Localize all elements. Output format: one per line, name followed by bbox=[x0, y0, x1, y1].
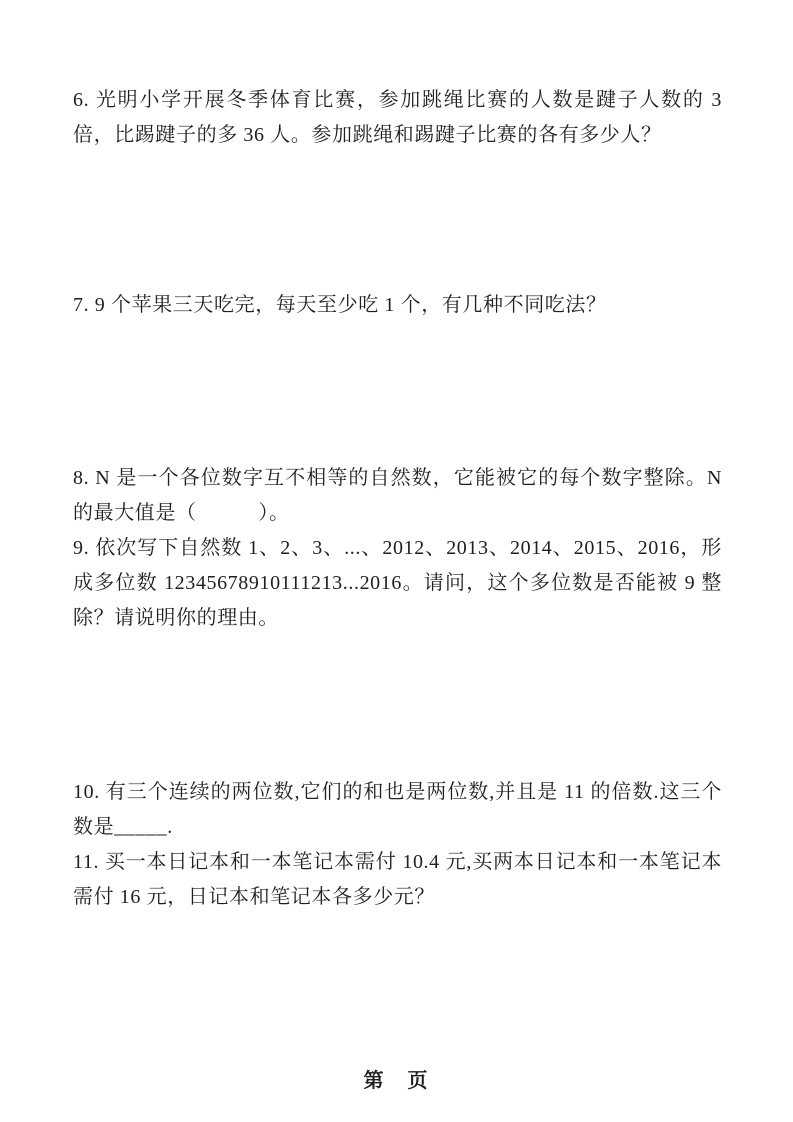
problems-list bbox=[73, 83, 722, 915]
page-footer-label: 第 页 bbox=[363, 1070, 430, 1092]
page-footer bbox=[0, 1068, 793, 1094]
problem-8: 8. N 是一个各位数字互不相等的自然数，它能被它的每个数字整除。N 的最大值是（ ）。 bbox=[73, 467, 722, 524]
problem-10: 10. 有三个连续的两位数,它们的和也是两位数,并且是 11 的倍数.这三个数是_____. bbox=[73, 781, 722, 838]
problem-9: 9. 依次写下自然数 1、2、3、...、2012、2013、2014、2015、2016，形成多位数 12345678910111213...2016。请问，这个多位数是否能被 9 整除？请说明你的理由。 bbox=[73, 537, 722, 629]
problem-6: 6. 光明小学开展冬季体育比赛，参加跳绳比赛的人数是踺子人数的 3 倍，比踢踺子的多 36 人。参加跳绳和踢踺子比赛的各有多少人？ bbox=[73, 89, 722, 146]
problem-7: 7. 9 个苹果三天吃完，每天至少吃 1 个，有几种不同吃法？ bbox=[73, 294, 607, 316]
problem-11: 11. 买一本日记本和一本笔记本需付 10.4 元,买两本日记本和一本笔记本需付 16 元，日记本和笔记本各多少元？ bbox=[73, 851, 722, 908]
